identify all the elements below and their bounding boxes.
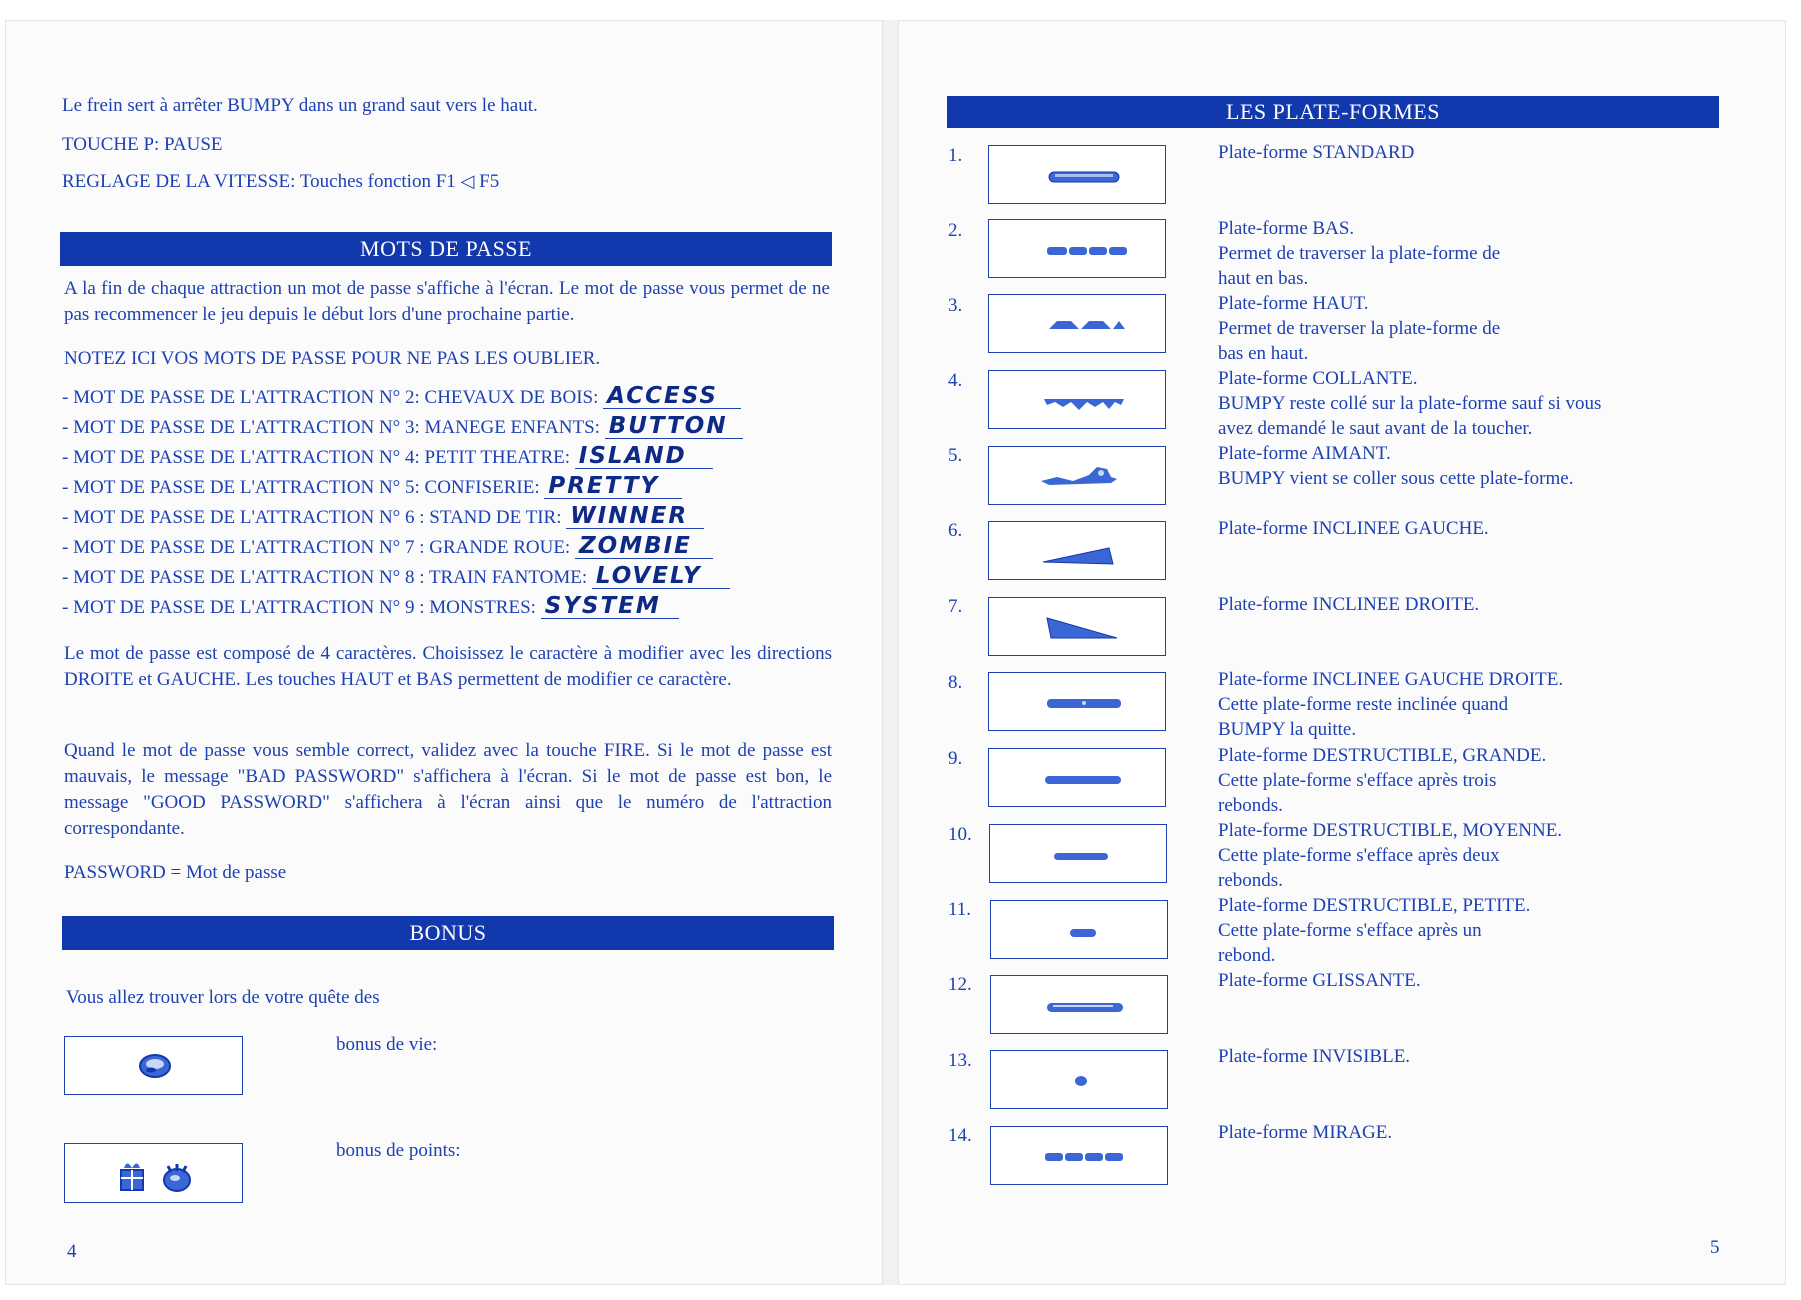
platform-title: Plate-forme DESTRUCTIBLE, MOYENNE. <box>1218 820 1563 841</box>
platform-destructible-moyenne-image <box>989 824 1167 883</box>
platform-title: Plate-forme INCLINEE GAUCHE DROITE. <box>1218 669 1564 690</box>
platform-number: 8. <box>948 672 963 693</box>
platform-title: Plate-forme INCLINEE DROITE. <box>1218 594 1480 615</box>
platform-detail: BUMPY reste collé sur la plate-forme sauf si vous <box>1218 393 1602 414</box>
platform-inclinee-gauche-droite-image <box>988 672 1166 731</box>
note-passwords-heading: NOTEZ ICI VOS MOTS DE PASSE POUR NE PAS LES OUBLIER. <box>64 348 601 369</box>
platform-mirage-image <box>990 1126 1168 1185</box>
platform-destructible-grande-image <box>988 748 1166 807</box>
platform-detail: haut en bas. <box>1218 268 1309 289</box>
platform-title: Plate-forme MIRAGE. <box>1218 1122 1393 1143</box>
platform-title: Plate-forme INVISIBLE. <box>1218 1046 1411 1067</box>
password-value: PRETTY <box>544 474 682 499</box>
password-label: - MOT DE PASSE DE L'ATTRACTION N° 3: MANEGE ENFANTS: <box>62 417 600 438</box>
platform-number: 2. <box>948 220 963 241</box>
password-value: ZOMBIE <box>575 534 713 559</box>
platform-description <box>1218 140 1414 165</box>
platform-description <box>1218 516 1489 541</box>
platform-invisible-image <box>990 1050 1168 1109</box>
platform-number: 10. <box>948 824 972 845</box>
platform-detail: Permet de traverser la plate-forme de <box>1218 318 1501 339</box>
platform-number: 13. <box>948 1050 972 1071</box>
platform-destructible-petite-image <box>990 900 1168 959</box>
platform-title: Plate-forme AIMANT. <box>1218 443 1391 464</box>
platform-number: 12. <box>948 974 972 995</box>
password-row <box>62 504 704 531</box>
platform-bas-image <box>988 219 1166 278</box>
passwords-intro: A la fin de chaque attraction un mot de passe s'affiche à l'écran. Le mot de passe vous permet de ne pas recommencer le jeu depuis le début lors d'une prochaine partie. <box>64 278 830 325</box>
platform-number: 4. <box>948 370 963 391</box>
password-value: LOVELY <box>592 564 730 589</box>
password-row <box>62 414 743 441</box>
password-label: - MOT DE PASSE DE L'ATTRACTION N° 2: CHEVAUX DE BOIS: <box>62 387 599 408</box>
platform-detail: BUMPY vient se coller sous cette plate-forme. <box>1218 468 1574 489</box>
platform-number: 14. <box>948 1125 972 1146</box>
password-definition: PASSWORD = Mot de passe <box>64 862 287 883</box>
password-label: - MOT DE PASSE DE L'ATTRACTION N° 5: CONFISERIE: <box>62 477 540 498</box>
password-value: BUTTON <box>605 414 743 439</box>
points-bonus-box <box>64 1143 243 1203</box>
platform-description <box>1218 818 1562 893</box>
points-bonus-label: bonus de points: <box>336 1140 461 1161</box>
password-row <box>62 594 679 621</box>
platform-title: Plate-forme COLLANTE. <box>1218 368 1418 389</box>
passwords-banner: MOTS DE PASSE <box>60 232 832 266</box>
password-row <box>62 474 682 501</box>
platform-description <box>1218 667 1563 742</box>
platform-detail: BUMPY la quitte. <box>1218 719 1357 740</box>
platform-title: Plate-forme BAS. <box>1218 218 1355 239</box>
platform-description <box>1218 1044 1410 1069</box>
page-number-right: 5 <box>1710 1237 1720 1258</box>
speed-setting-label: REGLAGE DE LA VITESSE: Touches fonction F1 <box>62 171 456 192</box>
platform-description <box>1218 216 1500 291</box>
platform-detail: Cette plate-forme s'efface après un <box>1218 920 1482 941</box>
platform-description <box>1218 968 1421 993</box>
pause-key-text: TOUCHE P: PAUSE <box>62 134 223 155</box>
page-number-left: 4 <box>67 1241 77 1262</box>
brake-text: Le frein sert à arrêter BUMPY dans un grand saut vers le haut. <box>62 95 538 116</box>
platform-description <box>1218 893 1530 968</box>
password-validation-text: Quand le mot de passe vous semble correct, validez avec la touche FIRE. Si le mot de passe est mauvais, le message "BAD PASSWORD" s'affichera à l'écran. Si le mot de passe est bon, le message "GOOD PASSWORD" s'affichera à l'écran ainsi que le numéro de l'attraction correspondante. <box>64 740 832 839</box>
left-arrow-icon: ◁ <box>460 171 475 191</box>
password-value: ACCESS <box>603 384 741 409</box>
platform-detail: Cette plate-forme reste inclinée quand <box>1218 694 1509 715</box>
platform-description <box>1218 291 1500 366</box>
password-row <box>62 384 741 411</box>
platform-number: 11. <box>948 899 972 920</box>
platform-inclinee-gauche-image <box>988 521 1166 580</box>
page-gutter <box>883 20 898 1285</box>
platform-description <box>1218 743 1546 818</box>
password-label: - MOT DE PASSE DE L'ATTRACTION N° 7 : GRANDE ROUE: <box>62 537 571 558</box>
platform-collante-image <box>988 370 1166 429</box>
platform-number: 9. <box>948 748 963 769</box>
platform-description <box>1218 441 1573 491</box>
password-row <box>62 534 713 561</box>
bonus-intro: Vous allez trouver lors de votre quête des <box>66 987 380 1008</box>
password-value: SYSTEM <box>541 594 679 619</box>
password-value: WINNER <box>566 504 704 529</box>
password-composition-text: Le mot de passe est composé de 4 caractères. Choisissez le caractère à modifier avec les directions DROITE et GAUCHE. Les touches HAUT et BAS permettent de modifier ce caractère. <box>64 643 832 690</box>
life-bonus-label: bonus de vie: <box>336 1034 438 1055</box>
platform-detail: rebonds. <box>1218 795 1283 816</box>
speed-key-f5: F5 <box>479 171 500 192</box>
platform-number: 5. <box>948 445 963 466</box>
password-row <box>62 564 730 591</box>
platform-haut-image <box>988 294 1166 353</box>
platform-detail: rebonds. <box>1218 870 1283 891</box>
platform-title: Plate-forme DESTRUCTIBLE, PETITE. <box>1218 895 1531 916</box>
platform-detail: bas en haut. <box>1218 343 1309 364</box>
platform-standard-image <box>988 145 1166 204</box>
platform-detail: Permet de traverser la plate-forme de <box>1218 243 1501 264</box>
platform-number: 7. <box>948 596 963 617</box>
platform-number: 3. <box>948 295 963 316</box>
platform-number: 1. <box>948 145 963 166</box>
platform-detail: Cette plate-forme s'efface après deux <box>1218 845 1500 866</box>
platform-title: Plate-forme HAUT. <box>1218 293 1369 314</box>
platform-title: Plate-forme INCLINEE GAUCHE. <box>1218 518 1489 539</box>
platform-description <box>1218 366 1601 441</box>
platform-title: Plate-forme DESTRUCTIBLE, GRANDE. <box>1218 745 1547 766</box>
platform-detail: Cette plate-forme s'efface après trois <box>1218 770 1497 791</box>
life-bonus-box <box>64 1036 243 1095</box>
platform-detail: avez demandé le saut avant de la toucher. <box>1218 418 1533 439</box>
platform-title: Plate-forme STANDARD <box>1218 142 1415 163</box>
points-bonus-icon <box>65 1144 244 1204</box>
bonus-banner: BONUS <box>62 916 834 950</box>
platform-inclinee-droite-image <box>988 597 1166 656</box>
platform-number: 6. <box>948 520 963 541</box>
speed-setting-text <box>62 168 499 195</box>
password-row <box>62 444 713 471</box>
password-value: ISLAND <box>575 444 713 469</box>
life-bonus-icon <box>65 1037 244 1096</box>
platform-glissante-image <box>990 975 1168 1034</box>
password-label: - MOT DE PASSE DE L'ATTRACTION N° 9 : MONSTRES: <box>62 597 536 618</box>
password-label: - MOT DE PASSE DE L'ATTRACTION N° 8 : TRAIN FANTOME: <box>62 567 588 588</box>
password-label: - MOT DE PASSE DE L'ATTRACTION N° 6 : STAND DE TIR: <box>62 507 562 528</box>
platforms-banner: LES PLATE-FORMES <box>947 96 1719 128</box>
platform-detail: rebond. <box>1218 945 1276 966</box>
platform-title: Plate-forme GLISSANTE. <box>1218 970 1421 991</box>
platform-description <box>1218 592 1479 617</box>
platform-aimant-image <box>988 446 1166 505</box>
platform-description <box>1218 1120 1392 1145</box>
password-label: - MOT DE PASSE DE L'ATTRACTION N° 4: PETIT THEATRE: <box>62 447 571 468</box>
